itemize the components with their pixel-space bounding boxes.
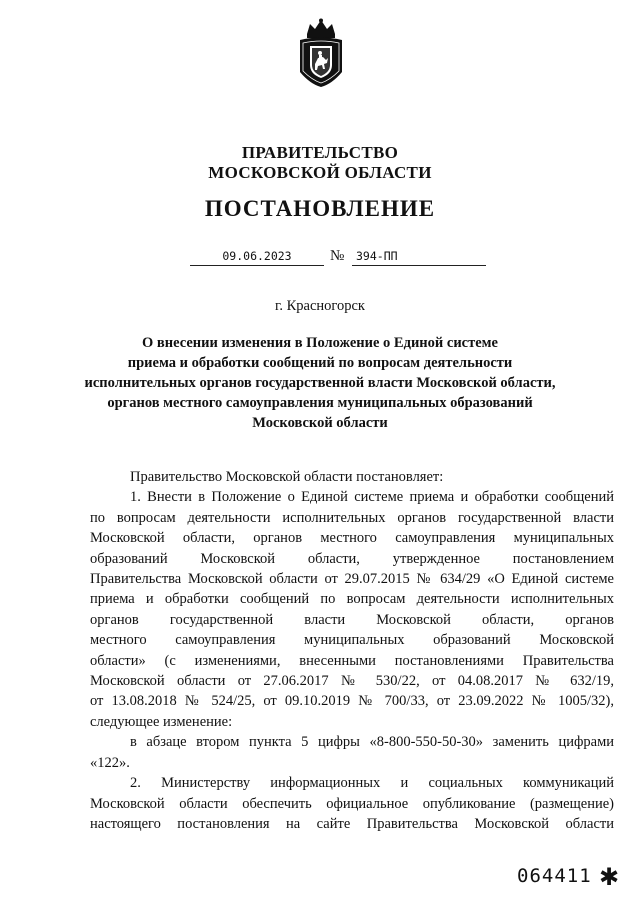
number-sign: № xyxy=(330,248,345,264)
date-underline xyxy=(190,265,324,266)
body-line: 2. Министерству информационных и социальных коммуникаций xyxy=(130,775,614,792)
body-line: Московской области от 27.06.2017 № 530/22, от 04.08.2017 № 632/19, xyxy=(90,673,614,690)
body-line: приема и обработки сообщений по вопросам деятельности исполнительных xyxy=(90,591,614,608)
body-line: Правительства Московской области от 29.07.2015 № 634/29 «О Единой системе xyxy=(90,571,614,588)
decree-number: 394-ПП xyxy=(356,249,398,263)
asterisk-mark-icon: ✱ xyxy=(599,863,620,891)
body-line: Правительство Московской области постановляет: xyxy=(130,469,444,485)
government-name-line1: ПРАВИТЕЛЬСТВО xyxy=(241,143,399,162)
body-line: органов государственной власти Московской области, органов xyxy=(90,611,614,628)
body-line: от 13.08.2018 № 524/25, от 09.10.2019 № 700/33, от 23.09.2022 № 1005/32), xyxy=(90,693,614,710)
title-line: О внесении изменения в Положение о Единой системе xyxy=(142,335,498,351)
decree-date: 09.06.2023 xyxy=(222,249,292,263)
body-line: Московской области обеспечить официальное опубликование (размещение) xyxy=(90,795,614,812)
form-serial-number: 064411 xyxy=(517,865,592,887)
body-line: следующее изменение: xyxy=(90,713,233,730)
city-name: г. Красногорск xyxy=(275,298,365,314)
title-line: приема и обработки сообщений по вопросам деятельности xyxy=(127,355,513,371)
decree-title xyxy=(80,333,560,433)
coat-of-arms-emblem xyxy=(298,18,344,88)
body-line: местного самоуправления муниципальных образований Московской xyxy=(90,632,614,649)
body-line: образований Московской области, утвержденное постановлением xyxy=(90,550,614,567)
body-line: по вопросам деятельности исполнительных органов государственной власти xyxy=(90,509,614,526)
body-line: 1. Внести в Положение о Единой системе приема и обработки сообщений xyxy=(130,489,614,506)
date-number-line xyxy=(0,248,640,268)
number-underline xyxy=(352,265,486,266)
document-type-heading: ПОСТАНОВЛЕНИЕ xyxy=(204,196,436,221)
body-line: «122». xyxy=(90,754,130,771)
body-line: Московской области, органов местного самоуправления муниципальных xyxy=(90,530,614,547)
body-line: настоящего постановления на сайте Правительства Московской области xyxy=(90,815,614,832)
body-line: области» (с изменениями, внесенными постановлениями Правительства xyxy=(90,652,614,669)
title-line: Московской области xyxy=(252,415,388,431)
title-line: исполнительных органов государственной власти Московской области, xyxy=(84,375,556,391)
body-line: в абзаце втором пункта 5 цифры «8-800-550-50-30» заменить цифрами xyxy=(130,734,614,751)
form-serial-footer xyxy=(517,863,620,891)
government-name-line2: МОСКОВСКОЙ ОБЛАСТИ xyxy=(208,163,432,182)
title-line: органов местного самоуправления муниципальных образований xyxy=(107,395,533,411)
decree-body xyxy=(90,467,614,834)
